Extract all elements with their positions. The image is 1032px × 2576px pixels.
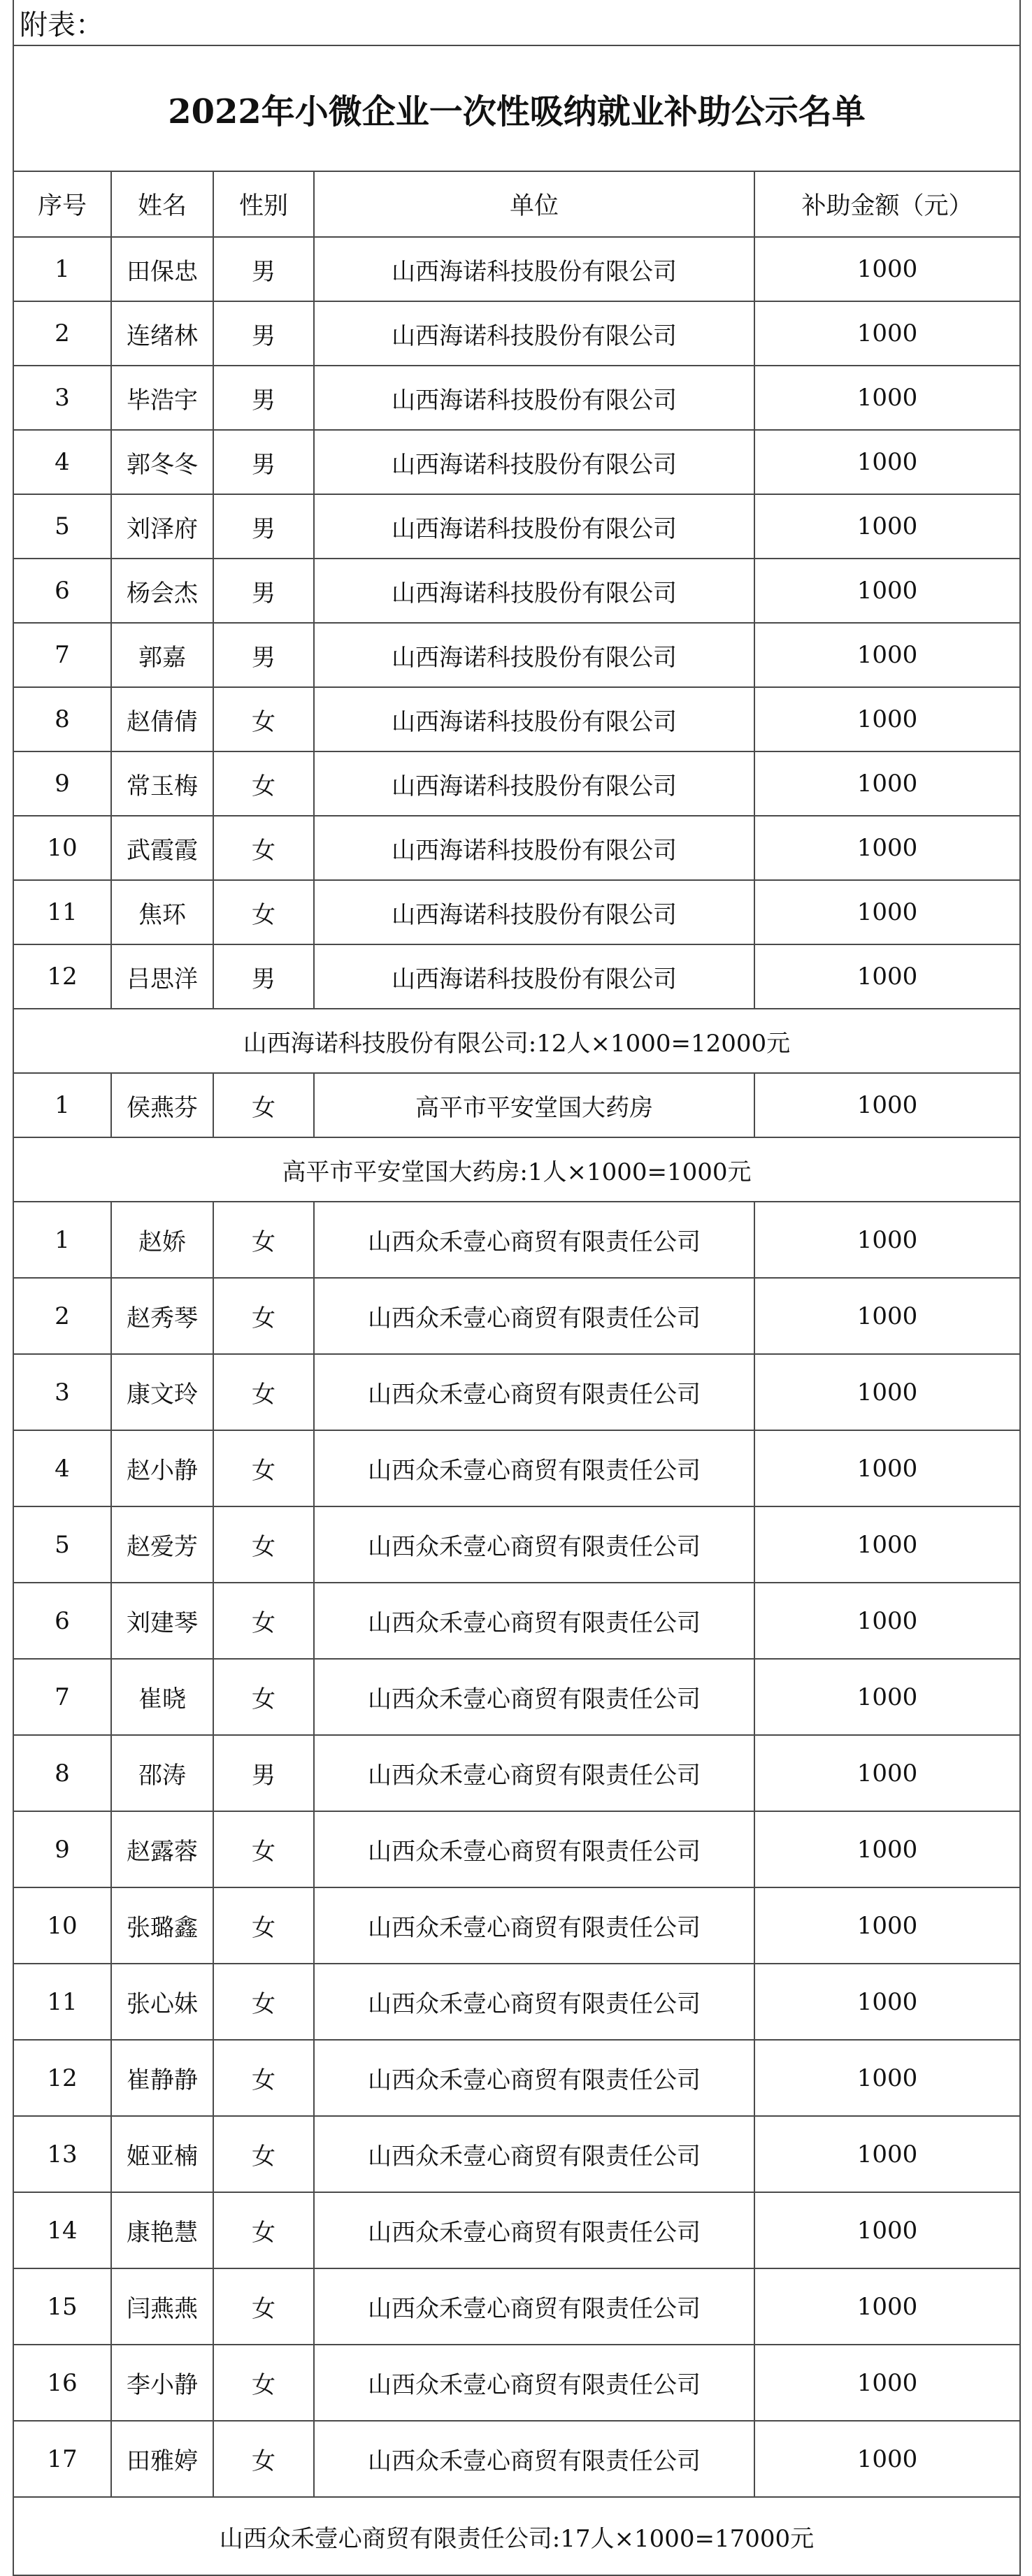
top-band-row — [13, 0, 1020, 45]
cell-no: 14 — [13, 2192, 111, 2268]
cell-unit: 山西众禾壹心商贸有限责任公司 — [314, 1506, 754, 1583]
table-row — [13, 1354, 1020, 1430]
header-gender: 性别 — [213, 171, 314, 237]
cell-no: 1 — [13, 1073, 111, 1137]
cell-no: 15 — [13, 2268, 111, 2345]
cell-no: 3 — [13, 1354, 111, 1430]
page-title: 2022年小微企业一次性吸纳就业补助公示名单 — [13, 45, 1020, 171]
cell-amount: 1000 — [754, 430, 1020, 494]
table-row — [13, 687, 1020, 751]
table-row — [13, 2040, 1020, 2116]
cell-gender: 女 — [213, 1583, 314, 1659]
table-row — [13, 1430, 1020, 1506]
cell-unit: 山西海诺科技股份有限公司 — [314, 623, 754, 687]
cell-no: 5 — [13, 494, 111, 559]
cell-gender: 女 — [213, 687, 314, 751]
header-no: 序号 — [13, 171, 111, 237]
cell-name: 常玉梅 — [111, 751, 213, 816]
cell-gender: 女 — [213, 2192, 314, 2268]
cell-no: 1 — [13, 237, 111, 301]
cell-no: 11 — [13, 1964, 111, 2040]
subsidy-table — [13, 0, 1021, 2576]
cell-unit: 高平市平安堂国大药房 — [314, 1073, 754, 1137]
cell-unit: 山西众禾壹心商贸有限责任公司 — [314, 1735, 754, 1811]
cell-no: 4 — [13, 430, 111, 494]
cell-no: 12 — [13, 2040, 111, 2116]
cell-name: 康文玲 — [111, 1354, 213, 1430]
cell-gender: 女 — [213, 1354, 314, 1430]
table-row — [13, 751, 1020, 816]
cell-unit: 山西海诺科技股份有限公司 — [314, 816, 754, 880]
cell-no: 8 — [13, 1735, 111, 1811]
cell-gender: 男 — [213, 366, 314, 430]
header-name: 姓名 — [111, 171, 213, 237]
table-row — [13, 1202, 1020, 1278]
cell-amount: 1000 — [754, 1354, 1020, 1430]
header-amount: 补助金额（元） — [754, 171, 1020, 237]
cell-name: 姬亚楠 — [111, 2116, 213, 2192]
cell-gender: 女 — [213, 2268, 314, 2345]
cell-gender: 女 — [213, 2116, 314, 2192]
table-row — [13, 430, 1020, 494]
cell-no: 13 — [13, 2116, 111, 2192]
cell-gender: 女 — [213, 1964, 314, 2040]
cell-unit: 山西海诺科技股份有限公司 — [314, 559, 754, 623]
cell-amount: 1000 — [754, 687, 1020, 751]
cell-amount: 1000 — [754, 494, 1020, 559]
cell-unit: 山西海诺科技股份有限公司 — [314, 237, 754, 301]
cell-name: 田雅婷 — [111, 2421, 213, 2497]
cell-gender: 女 — [213, 1811, 314, 1887]
cell-unit: 山西众禾壹心商贸有限责任公司 — [314, 1887, 754, 1964]
cell-amount: 1000 — [754, 1506, 1020, 1583]
cell-unit: 山西众禾壹心商贸有限责任公司 — [314, 2268, 754, 2345]
cell-amount: 1000 — [754, 1073, 1020, 1137]
cell-no: 2 — [13, 301, 111, 366]
cell-name: 赵娇 — [111, 1202, 213, 1278]
cell-name: 武霞霞 — [111, 816, 213, 880]
cell-name: 杨会杰 — [111, 559, 213, 623]
cell-no: 1 — [13, 1202, 111, 1278]
cell-gender: 女 — [213, 1202, 314, 1278]
cell-gender: 女 — [213, 1887, 314, 1964]
table-row — [13, 1278, 1020, 1354]
cell-amount: 1000 — [754, 1659, 1020, 1735]
cell-gender: 男 — [213, 494, 314, 559]
table-row — [13, 366, 1020, 430]
table-row — [13, 623, 1020, 687]
cell-amount: 1000 — [754, 237, 1020, 301]
cell-amount: 1000 — [754, 1202, 1020, 1278]
cell-name: 侯燕芬 — [111, 1073, 213, 1137]
subtotal-row — [13, 1137, 1020, 1202]
subtotal-text: 山西海诺科技股份有限公司:12人×1000=12000元 — [13, 1009, 1020, 1073]
cell-amount: 1000 — [754, 2268, 1020, 2345]
cell-no: 7 — [13, 1659, 111, 1735]
cell-gender: 女 — [213, 2421, 314, 2497]
cell-amount: 1000 — [754, 816, 1020, 880]
cell-gender: 女 — [213, 2345, 314, 2421]
cell-name: 郭冬冬 — [111, 430, 213, 494]
table-row — [13, 2192, 1020, 2268]
cell-amount: 1000 — [754, 2345, 1020, 2421]
cell-amount: 1000 — [754, 559, 1020, 623]
cell-unit: 山西众禾壹心商贸有限责任公司 — [314, 2421, 754, 2497]
table-row — [13, 301, 1020, 366]
cell-no: 9 — [13, 1811, 111, 1887]
cell-unit: 山西海诺科技股份有限公司 — [314, 751, 754, 816]
attachment-label: 附表： — [20, 8, 103, 41]
cell-unit: 山西众禾壹心商贸有限责任公司 — [314, 1583, 754, 1659]
cell-gender: 男 — [213, 559, 314, 623]
cell-unit: 山西众禾壹心商贸有限责任公司 — [314, 1202, 754, 1278]
table-row — [13, 1887, 1020, 1964]
cell-unit: 山西众禾壹心商贸有限责任公司 — [314, 1354, 754, 1430]
table-row — [13, 1811, 1020, 1887]
cell-amount: 1000 — [754, 2040, 1020, 2116]
cell-no: 5 — [13, 1506, 111, 1583]
cell-unit: 山西众禾壹心商贸有限责任公司 — [314, 1430, 754, 1506]
cell-no: 17 — [13, 2421, 111, 2497]
cell-unit: 山西众禾壹心商贸有限责任公司 — [314, 2192, 754, 2268]
cell-name: 张璐鑫 — [111, 1887, 213, 1964]
cell-name: 康艳慧 — [111, 2192, 213, 2268]
cell-name: 赵倩倩 — [111, 687, 213, 751]
table-row — [13, 494, 1020, 559]
subtotal-row — [13, 2497, 1020, 2575]
cell-unit: 山西众禾壹心商贸有限责任公司 — [314, 1278, 754, 1354]
cell-gender: 男 — [213, 301, 314, 366]
cell-unit: 山西众禾壹心商贸有限责任公司 — [314, 2345, 754, 2421]
cell-no: 3 — [13, 366, 111, 430]
cell-no: 12 — [13, 944, 111, 1009]
table-row — [13, 1583, 1020, 1659]
cell-no: 11 — [13, 880, 111, 944]
cell-unit: 山西海诺科技股份有限公司 — [314, 301, 754, 366]
cell-unit: 山西海诺科技股份有限公司 — [314, 687, 754, 751]
cell-name: 张心妹 — [111, 1964, 213, 2040]
cell-amount: 1000 — [754, 301, 1020, 366]
cell-amount: 1000 — [754, 1811, 1020, 1887]
cell-name: 郭嘉 — [111, 623, 213, 687]
cell-unit: 山西海诺科技股份有限公司 — [314, 494, 754, 559]
cell-gender: 女 — [213, 2040, 314, 2116]
table-row — [13, 237, 1020, 301]
table-row — [13, 816, 1020, 880]
table-row — [13, 880, 1020, 944]
cell-no: 8 — [13, 687, 111, 751]
cell-name: 刘泽府 — [111, 494, 213, 559]
cell-name: 毕浩宇 — [111, 366, 213, 430]
table-row — [13, 1735, 1020, 1811]
cell-gender: 女 — [213, 1430, 314, 1506]
cell-gender: 女 — [213, 751, 314, 816]
header-unit: 单位 — [314, 171, 754, 237]
cell-amount: 1000 — [754, 623, 1020, 687]
cell-amount: 1000 — [754, 880, 1020, 944]
cell-amount: 1000 — [754, 2192, 1020, 2268]
table-row — [13, 1073, 1020, 1137]
cell-no: 4 — [13, 1430, 111, 1506]
cell-name: 连绪林 — [111, 301, 213, 366]
cell-name: 闫燕燕 — [111, 2268, 213, 2345]
cell-name: 崔静静 — [111, 2040, 213, 2116]
cell-unit: 山西众禾壹心商贸有限责任公司 — [314, 1659, 754, 1735]
cell-no: 10 — [13, 1887, 111, 1964]
cell-name: 崔晓 — [111, 1659, 213, 1735]
cell-name: 赵小静 — [111, 1430, 213, 1506]
cell-amount: 1000 — [754, 1735, 1020, 1811]
table-row — [13, 1659, 1020, 1735]
cell-name: 赵爱芳 — [111, 1506, 213, 1583]
cell-amount: 1000 — [754, 1430, 1020, 1506]
subtotal-text: 山西众禾壹心商贸有限责任公司:17人×1000=17000元 — [13, 2497, 1020, 2575]
cell-gender: 男 — [213, 623, 314, 687]
cell-no: 6 — [13, 559, 111, 623]
table-row — [13, 559, 1020, 623]
cell-amount: 1000 — [754, 1964, 1020, 2040]
cell-gender: 男 — [213, 944, 314, 1009]
cell-unit: 山西众禾壹心商贸有限责任公司 — [314, 2116, 754, 2192]
cell-amount: 1000 — [754, 751, 1020, 816]
table-row — [13, 2421, 1020, 2497]
cell-gender: 女 — [213, 1073, 314, 1137]
cell-no: 10 — [13, 816, 111, 880]
cell-no: 16 — [13, 2345, 111, 2421]
table-row — [13, 2268, 1020, 2345]
cell-unit: 山西海诺科技股份有限公司 — [314, 944, 754, 1009]
header-row — [13, 171, 1020, 237]
attachment-cell — [13, 0, 1020, 45]
cell-name: 吕思洋 — [111, 944, 213, 1009]
cell-no: 9 — [13, 751, 111, 816]
subtotal-text: 高平市平安堂国大药房:1人×1000=1000元 — [13, 1137, 1020, 1202]
cell-amount: 1000 — [754, 2421, 1020, 2497]
cell-gender: 女 — [213, 1278, 314, 1354]
cell-amount: 1000 — [754, 1278, 1020, 1354]
cell-no: 2 — [13, 1278, 111, 1354]
cell-gender: 男 — [213, 237, 314, 301]
cell-gender: 女 — [213, 816, 314, 880]
cell-no: 6 — [13, 1583, 111, 1659]
cell-gender: 男 — [213, 1735, 314, 1811]
cell-unit: 山西海诺科技股份有限公司 — [314, 430, 754, 494]
cell-unit: 山西海诺科技股份有限公司 — [314, 880, 754, 944]
cell-amount: 1000 — [754, 1583, 1020, 1659]
cell-name: 邵涛 — [111, 1735, 213, 1811]
title-row — [13, 45, 1020, 171]
cell-amount: 1000 — [754, 1887, 1020, 1964]
cell-name: 田保忠 — [111, 237, 213, 301]
cell-gender: 男 — [213, 430, 314, 494]
cell-name: 赵露蓉 — [111, 1811, 213, 1887]
cell-unit: 山西众禾壹心商贸有限责任公司 — [314, 2040, 754, 2116]
cell-gender: 女 — [213, 1506, 314, 1583]
cell-no: 7 — [13, 623, 111, 687]
cell-gender: 女 — [213, 880, 314, 944]
cell-name: 赵秀琴 — [111, 1278, 213, 1354]
table-row — [13, 1964, 1020, 2040]
cell-unit: 山西海诺科技股份有限公司 — [314, 366, 754, 430]
cell-gender: 女 — [213, 1659, 314, 1735]
cell-unit: 山西众禾壹心商贸有限责任公司 — [314, 1811, 754, 1887]
cell-amount: 1000 — [754, 366, 1020, 430]
table-row — [13, 2345, 1020, 2421]
cell-name: 刘建琴 — [111, 1583, 213, 1659]
table-row — [13, 2116, 1020, 2192]
table-row — [13, 944, 1020, 1009]
cell-amount: 1000 — [754, 2116, 1020, 2192]
table-row — [13, 1506, 1020, 1583]
cell-amount: 1000 — [754, 944, 1020, 1009]
cell-name: 李小静 — [111, 2345, 213, 2421]
cell-unit: 山西众禾壹心商贸有限责任公司 — [314, 1964, 754, 2040]
subtotal-row — [13, 1009, 1020, 1073]
cell-name: 焦环 — [111, 880, 213, 944]
